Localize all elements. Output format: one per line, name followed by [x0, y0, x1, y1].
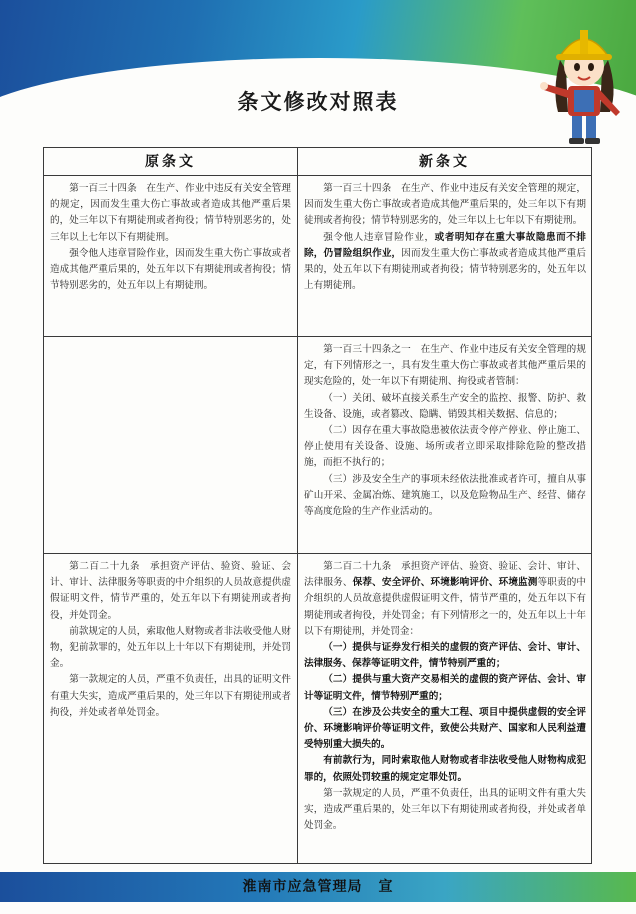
list-item: （二）因存在重大事故隐患被依法责令停产停业、停止施工、停止使用有关设备、设施、场所或者立即采取排除危险的整改措施，而拒不执行的； [304, 425, 586, 469]
text-run: 因而发生重大伤亡事故或者造成其他严重后果的，处五年以下有期徒刑或者拘役；情节特别恶劣的，处五年以上有期徒刑。 [304, 247, 587, 292]
text-run: 等职责的中介组织的人员故意提供虚假证明文件，情节严重的，处五年以下有期徒刑或者拘役，并处罚金；有下列情形之一的，处五年以上十年以下有期徒刑，并处罚金： [304, 577, 587, 637]
row-divider-1 [43, 336, 592, 337]
paragraph [304, 559, 586, 640]
amended-text: 保荐、安全评价、环境影响评价、环境监测 [352, 577, 538, 589]
paragraph [304, 230, 586, 295]
row1-new-text [304, 181, 586, 294]
amended-text: 或者明知存在重大事故隐患而不排除，仍冒险组织作业， [304, 231, 587, 259]
text-run: 强令他人违章冒险作业， [323, 231, 435, 243]
worker-mascot-icon [538, 20, 630, 148]
list-item: （一）关闭、破坏直接关系生产安全的监控、报警、防护、救生设备、设施，或者篡改、隐瞒、销毁其相关数据、信息的； [304, 392, 586, 420]
list-item: （二）提供与重大资产交易相关的虚假的资产评估、会计、审计等证明文件，情节特别严重的； [304, 674, 586, 702]
footer-credit [0, 872, 636, 902]
row-divider-2 [43, 553, 592, 554]
page-title: 条文修改对照表 [237, 89, 399, 114]
row2-new-text [304, 342, 586, 520]
paragraph: 第一款规定的人员，严重不负责任，出具的证明文件有重大失实，造成严重后果的，处三年以下有期徒刑或者拘役，并处或者单处罚金。 [50, 674, 291, 718]
row3-new-text [304, 559, 586, 834]
column-header-old: 原条文 [145, 154, 196, 170]
paragraph: 第二百二十九条 承担资产评估、验资、验证、会计、审计、法律服务等职责的中介组织的人员故意提供虚假证明文件，情节严重的，处五年以下有期徒刑或者拘役，并处罚金。 [50, 561, 291, 621]
footer-org: 淮南市应急管理局 [242, 879, 363, 895]
column-header-new: 新条文 [419, 154, 470, 170]
column-divider [297, 147, 298, 864]
row1-old-text [50, 181, 291, 294]
text-run: 第二百二十九条 承担资产评估、验资、验证、会计、审计、法律服务、 [304, 561, 586, 589]
paragraph: 第一百三十四条之一 在生产、作业中违反有关安全管理的规定，有下列情形之一，具有发生重大伤亡事故或者其他严重后果的现实危险的，处一年以下有期徒刑、拘役或者管制： [304, 344, 586, 388]
list-item: （一）提供与证券发行相关的虚假的资产评估、会计、审计、法律服务、保荐等证明文件，情节特别严重的； [304, 642, 586, 670]
row3-old-text [50, 559, 291, 721]
list-item: （三）在涉及公共安全的重大工程、项目中提供虚假的安全评价、环境影响评价等证明文件，致使公共财产、国家和人民利益遭受特别重大损失的。 [304, 706, 586, 751]
paragraph: 第一百三十四条 在生产、作业中违反有关安全管理的规定，因而发生重大伤亡事故或者造成其他严重后果的，处三年以下有期徒刑或者拘役；情节特别恶劣的，处三年以上七年以下有期徒刑。 [304, 183, 586, 227]
paragraph: 有前款行为，同时索取他人财物或者非法收受他人财物构成犯罪的，依照处罚较重的规定定罪处罚。 [304, 755, 586, 783]
header-divider [43, 175, 592, 176]
paragraph: 第一百三十四条 在生产、作业中违反有关安全管理的规定，因而发生重大伤亡事故或者造成其他严重后果的，处三年以下有期徒刑或者拘役；情节特别恶劣的，处三年以上七年以下有期徒刑。 [50, 183, 291, 243]
footer-suffix: 宣 [378, 879, 394, 895]
paragraph: 强令他人违章冒险作业，因而发生重大伤亡事故或者造成其他严重后果的，处五年以下有期徒刑或者拘役；情节特别恶劣的，处五年以上有期徒刑。 [50, 247, 291, 292]
paragraph: 第一款规定的人员，严重不负责任，出具的证明文件有重大失实，造成严重后果的，处三年以下有期徒刑或者拘役，并处或者单处罚金。 [304, 787, 586, 832]
paragraph: 前款规定的人员，索取他人财物或者非法收受他人财物，犯前款罪的，处五年以上十年以下有期徒刑，并处罚金。 [50, 625, 291, 670]
list-item: （三）涉及安全生产的事项未经依法批准或者许可，擅自从事矿山开采、金属冶炼、建筑施工，以及危险物品生产、经营、储存等高度危险的生产作业活动的。 [304, 473, 586, 518]
